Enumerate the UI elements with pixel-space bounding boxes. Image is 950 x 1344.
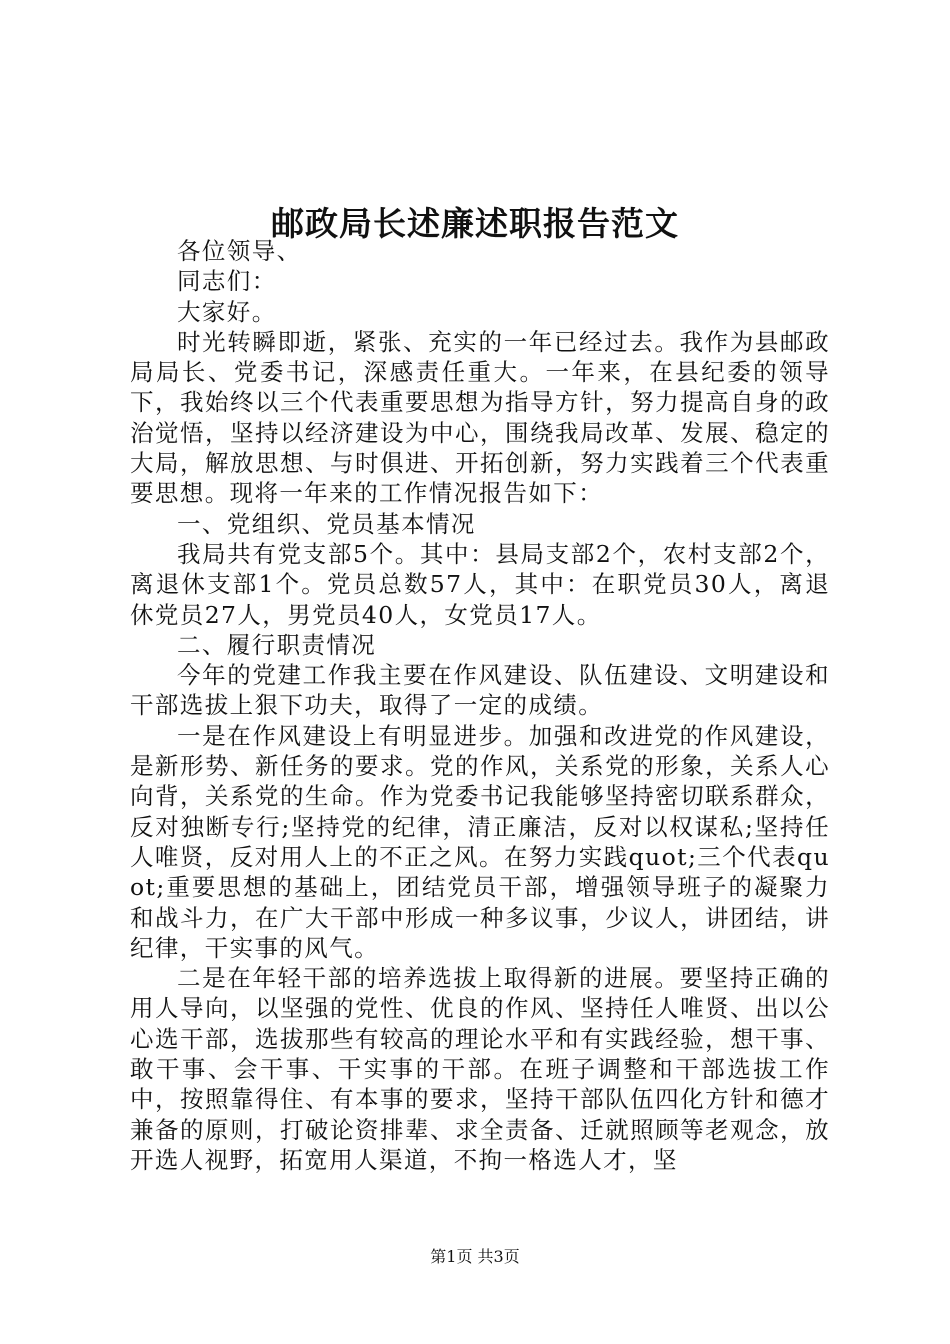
salutation-comrades: 同志们： bbox=[177, 267, 277, 296]
style-building-paragraph: 一是在作风建设上有明显进步。加强和改进党的作风建设，是新形势、新任务的要求。党的作风，关系党的形象，关系人心向背，关系党的生命。作为党委书记我能够坚持密切联系群众，反对独断专行;坚持党的纪律，清正廉洁，反对以权谋私;坚持任人唯贤，反对用人上的不正之风。在努力实践quot;三个代表quot;重要思想的基础上，团结党员干部，增强领导班子的凝聚力和战斗力，在广大干部中形成一种多议事，少议人，讲团结，讲纪律，干实事的风气。 bbox=[130, 721, 830, 962]
section-heading-2: 二、履行职责情况 bbox=[177, 630, 377, 659]
cadre-selection-paragraph: 二是在年轻干部的培养选拔上取得新的进展。要坚持正确的用人导向，以坚强的党性、优良的作风、坚持任人唯贤、出以公心选干部，选拔那些有较高的理论水平和有实践经验，想干事、敢干事、会干事、干实事的干部。在班子调整和干部选拔工作中，按照靠得住、有本事的要求，坚持干部队伍四化方针和德才兼备的原则，打破论资排辈、求全责备、迁就照顾等老观念，放开选人视野，拓宽用人渠道，不拘一格选人才，坚 bbox=[130, 964, 830, 1174]
work-summary-paragraph: 今年的党建工作我主要在作风建设、队伍建设、文明建设和干部选拔上狠下功夫，取得了一定的成绩。 bbox=[130, 661, 830, 720]
party-stats-paragraph: 我局共有党支部5个。其中：县局支部2个，农村支部2个，离退休支部1个。党员总数57人，其中：在职党员30人，离退休党员27人，男党员40人，女党员17人。 bbox=[130, 539, 830, 629]
salutation-leaders: 各位领导、 bbox=[177, 237, 302, 265]
greeting: 大家好。 bbox=[177, 297, 277, 326]
document-title: 邮政局长述廉述职报告范文 bbox=[271, 204, 679, 244]
intro-paragraph: 时光转瞬即逝，紧张、充实的一年已经过去。我作为县邮政局局长、党委书记，深感责任重大。一年来，在县纪委的领导下，我始终以三个代表重要思想为指导方针，努力提高自身的政治觉悟，坚持以经济建设为中心，围绕我局改革、发展、稳定的大局，解放思想、与时俱进、开拓创新，努力实践着三个代表重要思想。现将一年来的工作情况报告如下： bbox=[130, 327, 830, 508]
section-heading-1: 一、党组织、党员基本情况 bbox=[177, 509, 476, 538]
document-body bbox=[130, 236, 830, 1175]
page-footer: 第1页 共3页 bbox=[430, 1247, 520, 1266]
